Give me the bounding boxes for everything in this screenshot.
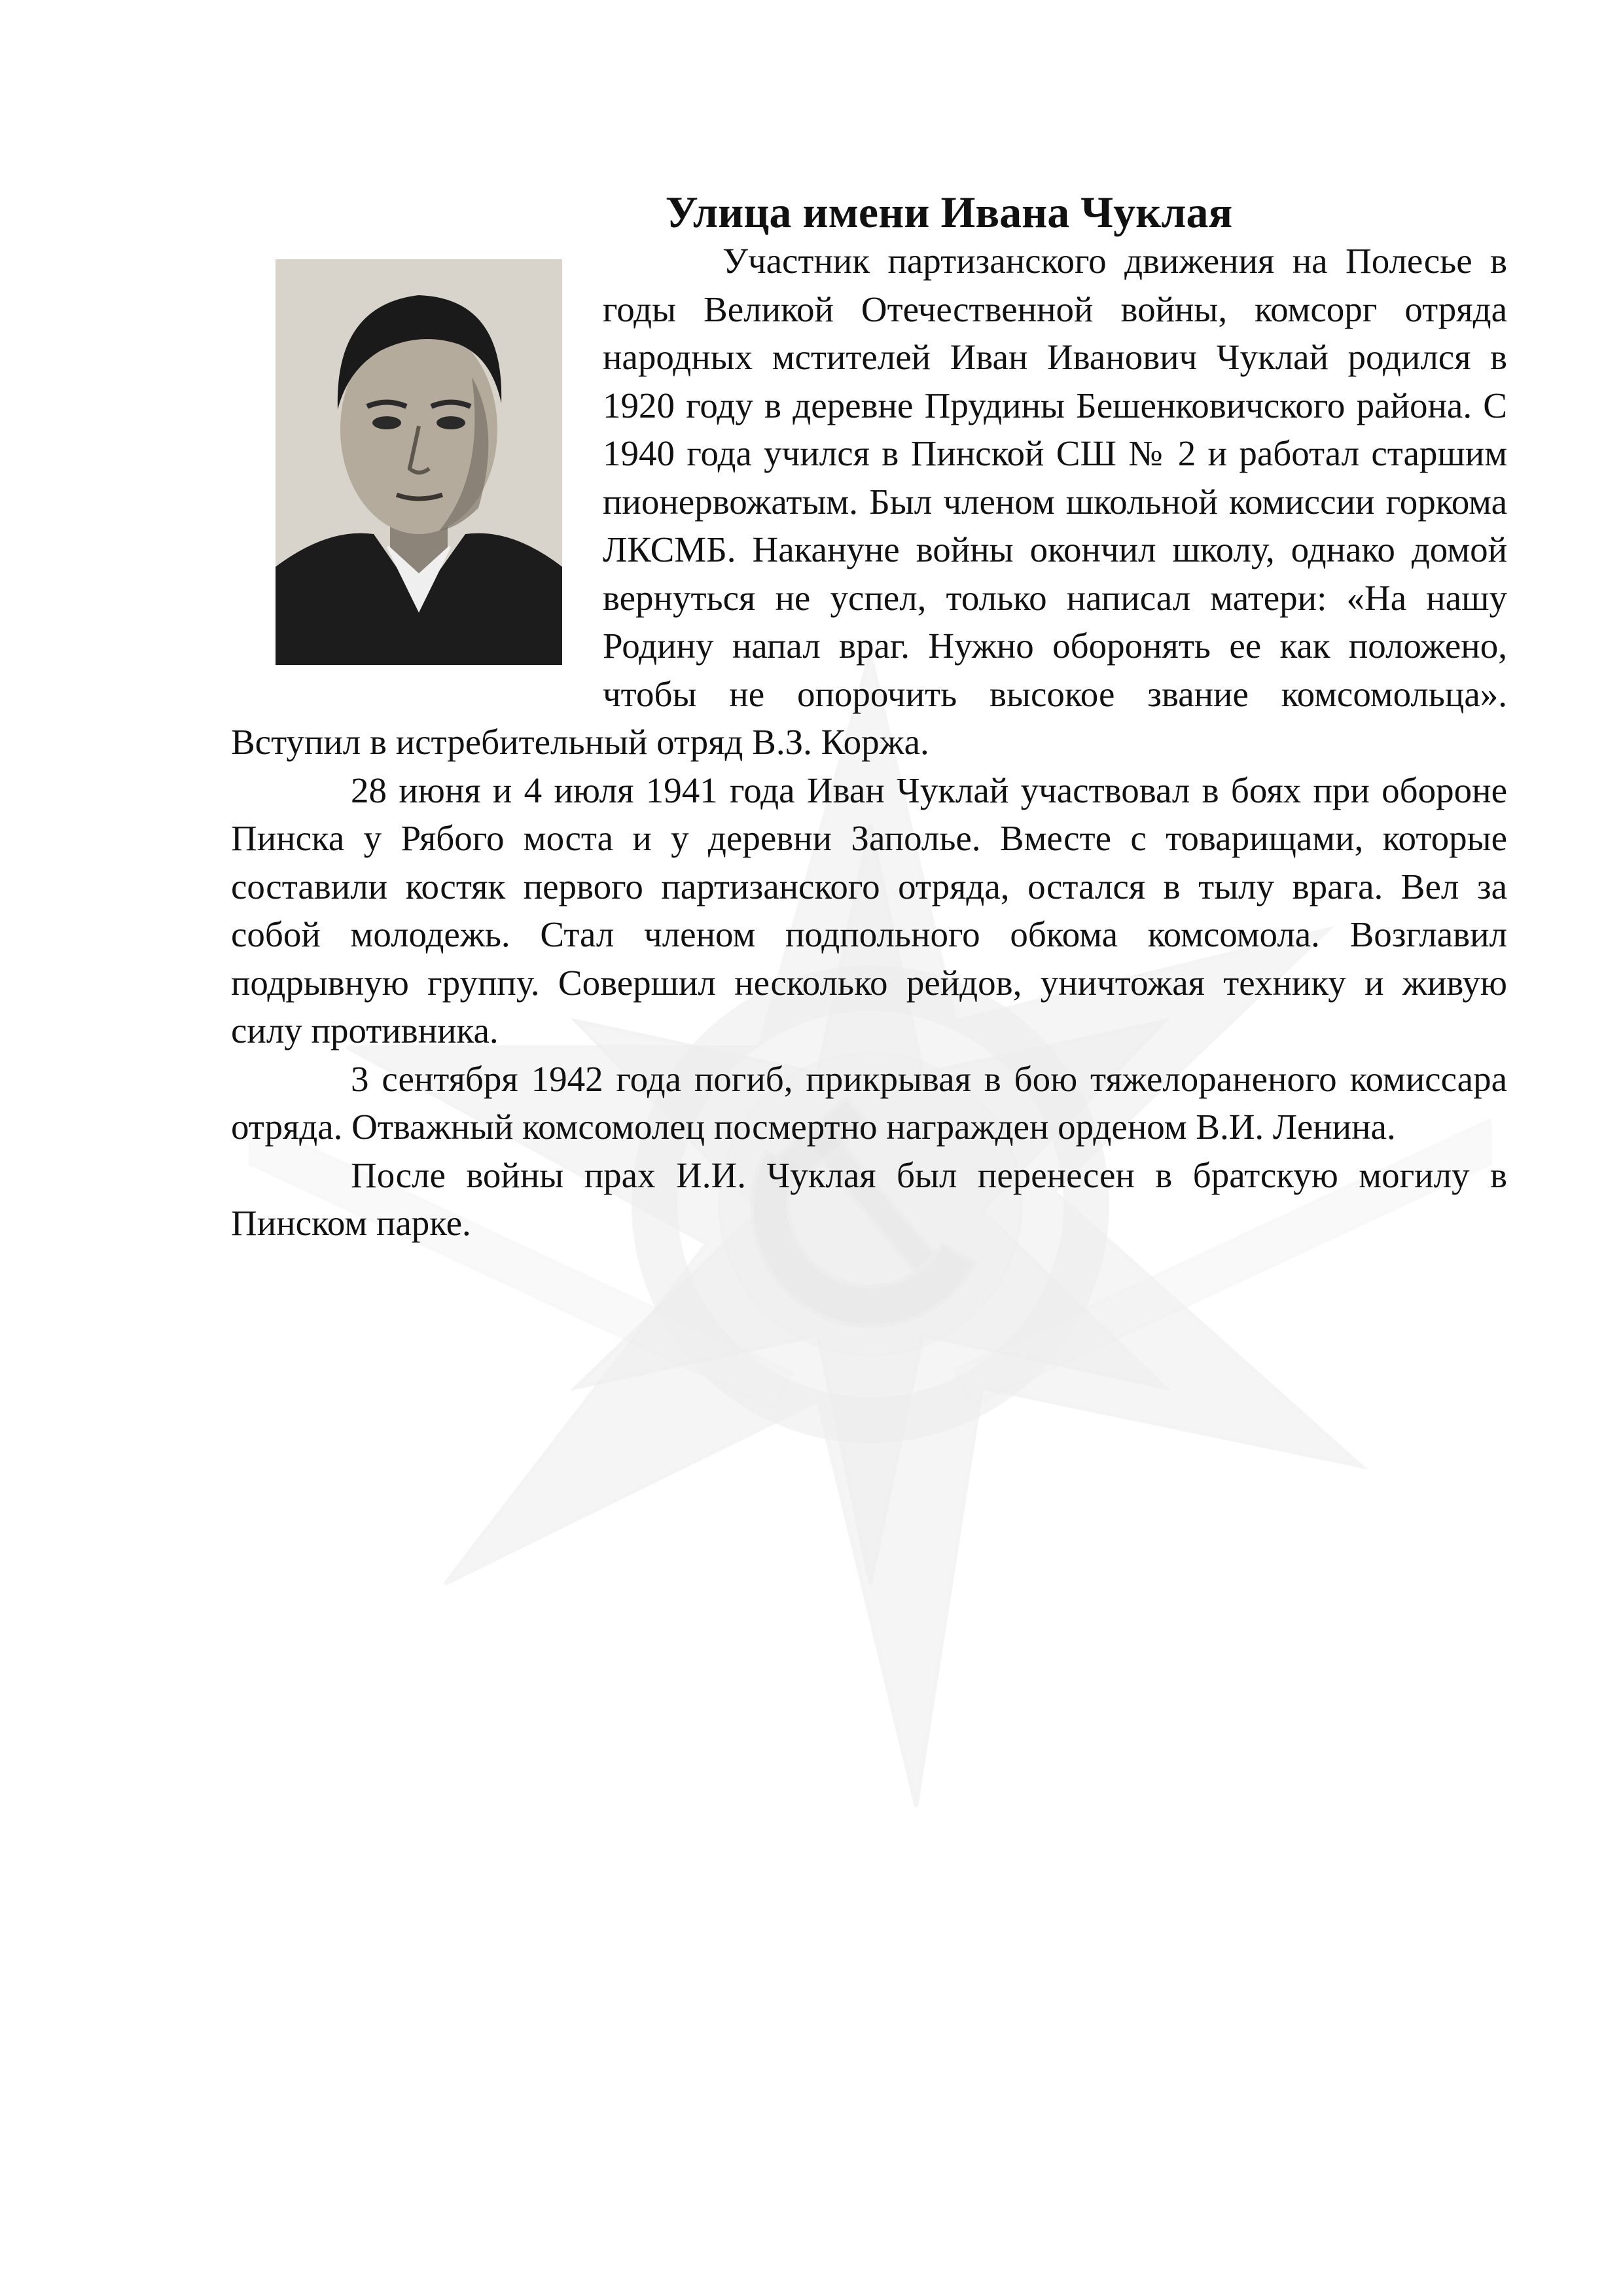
- paragraph-3: 3 сентября 1942 года погиб, прикрывая в бою тяжелораненого комиссара отряда. Отважный комсомолец посмертно награжден орденом В.И. Ленина.: [231, 1058, 1507, 1147]
- paragraph-2: 28 июня и 4 июля 1941 года Иван Чуклай участвовал в боях при обороне Пинска у Рябого моста и у деревни Заполье. Вместе с товарищами, которые составили костяк первого партизанского отряда, остался в тылу врага. Вел за собой молодежь. Стал членом подпольного обкома комсомола. Возглавил подрывную группу. Совершил несколько рейдов, уничтожая технику и живую силу противника.: [231, 770, 1507, 1050]
- page-title: Улица имени Ивана Чуклая: [665, 187, 1233, 237]
- portrait-photo-icon: [276, 259, 562, 665]
- document-body: [231, 237, 1507, 1247]
- paragraph-1: Участник партизанского движения на Полесье в годы Великой Отечественной войны, комсорг отряда народных мстителей Иван Иванович Чуклай родился в 1920 году в деревне Прудины Бешенковичского района. С 1940 года учился в Пинской СШ № 2 и работал старшим пионервожатым. Был членом школьной комиссии горкома ЛКСМБ. Накануне войны окончил школу, однако домой вернуться не успел, только написал матери: «На нашу Родину напал враг. Нужно оборонять ее как положено, чтобы не опорочить высокое звание комсомольца». Вступил в истребительный отряд В.З. Коржа.: [231, 241, 1507, 762]
- paragraph-4: После войны прах И.И. Чуклая был перенесен в братскую могилу в Пинском парке.: [231, 1155, 1507, 1243]
